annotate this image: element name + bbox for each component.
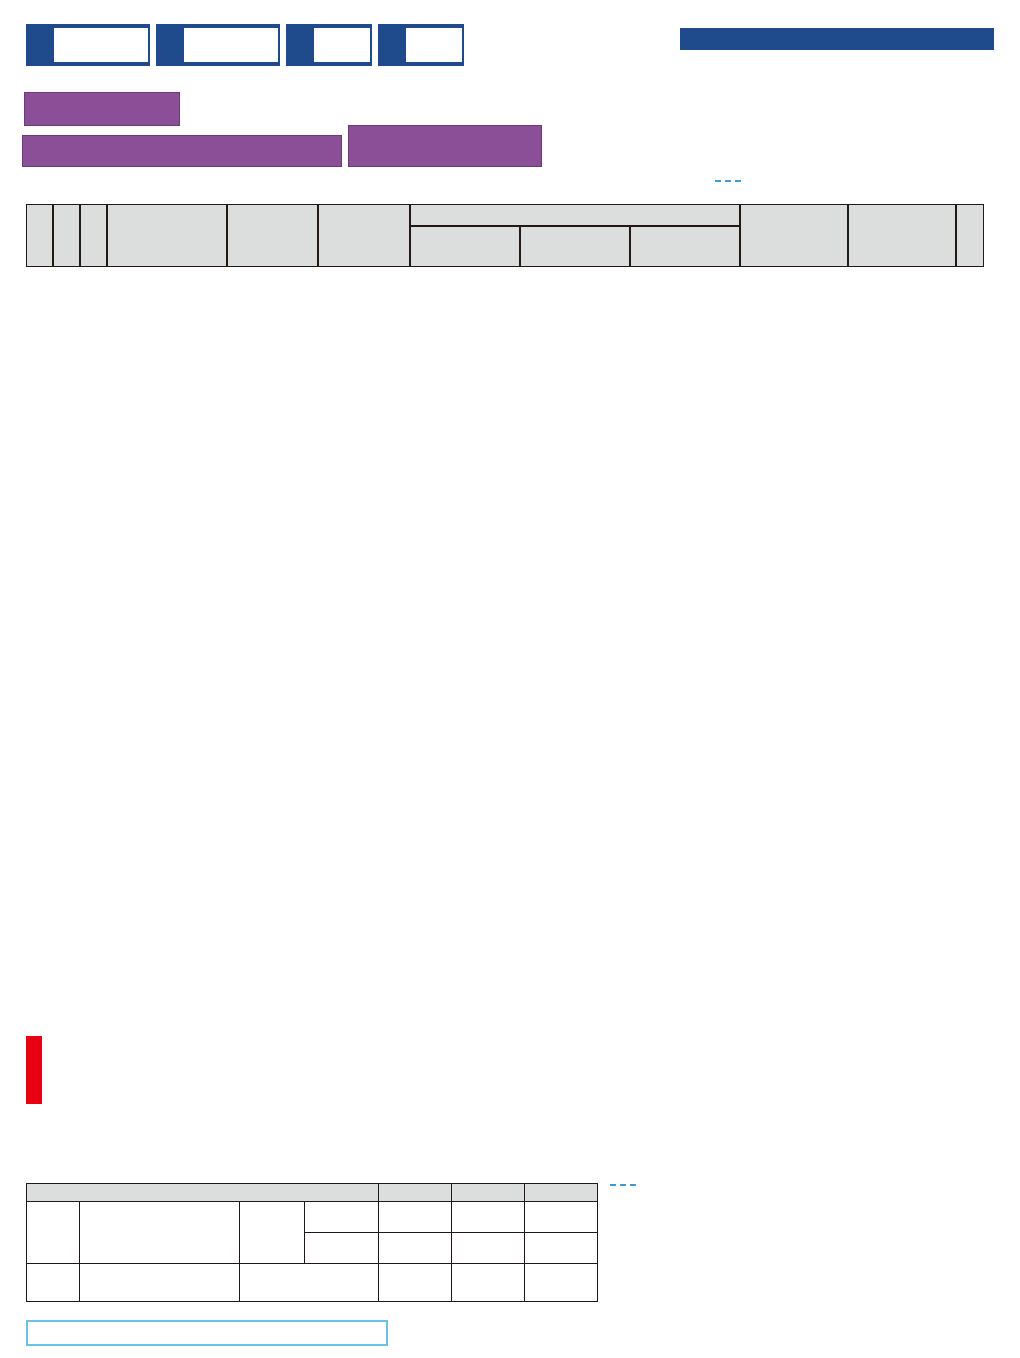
slc-tag bbox=[715, 180, 721, 182]
sub-d50 bbox=[305, 1202, 378, 1233]
header-snow bbox=[26, 204, 53, 267]
header-h18 bbox=[410, 226, 520, 267]
sub-h-h23 bbox=[451, 1184, 524, 1202]
sub-p50-h23 bbox=[451, 1202, 524, 1233]
snow-badge-50 bbox=[378, 24, 464, 66]
snow-badge-30-value bbox=[314, 28, 370, 62]
sub-set3 bbox=[79, 1264, 240, 1302]
header-poly bbox=[410, 204, 740, 226]
made-tag bbox=[735, 180, 741, 182]
sub-snow30 bbox=[27, 1202, 80, 1264]
sub-h-h28 bbox=[524, 1184, 597, 1202]
snow-badge-30 bbox=[286, 24, 372, 66]
sub-basic bbox=[240, 1202, 305, 1264]
order-note bbox=[715, 180, 743, 182]
caution-label bbox=[26, 1036, 42, 1104]
header-name bbox=[227, 204, 318, 267]
wind-badge-50 bbox=[156, 24, 280, 66]
frp-panel bbox=[24, 92, 180, 126]
header-dim bbox=[318, 204, 410, 267]
header-type bbox=[80, 204, 107, 267]
header-figure bbox=[107, 204, 227, 267]
sub-table bbox=[26, 1183, 598, 1302]
sub-set1 bbox=[79, 1202, 240, 1264]
sub-h-h18 bbox=[378, 1184, 451, 1202]
header-h23 bbox=[520, 226, 630, 267]
header-black bbox=[740, 204, 848, 267]
sub-slc-tag bbox=[610, 1184, 616, 1186]
sub-p50-h18 bbox=[378, 1202, 451, 1233]
sub-p3-h18 bbox=[378, 1264, 451, 1302]
wind-badge-30-value bbox=[54, 28, 148, 62]
sub-p57-h28 bbox=[524, 1233, 597, 1264]
option-note bbox=[26, 1320, 388, 1346]
sub-snow50 bbox=[27, 1264, 80, 1302]
sub-p57-h23 bbox=[451, 1233, 524, 1264]
sub-p57-h18 bbox=[378, 1233, 451, 1264]
sub-d57 bbox=[305, 1233, 378, 1264]
sub-p3-h28 bbox=[524, 1264, 597, 1302]
bd-tag bbox=[725, 180, 731, 182]
sub-basic2 bbox=[240, 1264, 378, 1302]
wind-badge-50-value bbox=[184, 28, 278, 62]
discontinue-banner bbox=[680, 28, 994, 50]
header-heat bbox=[848, 204, 956, 267]
wind-badge-30 bbox=[26, 24, 150, 66]
header-count bbox=[53, 204, 80, 267]
header-posts bbox=[956, 204, 984, 267]
snow-badge-50-value bbox=[406, 28, 462, 62]
sub-h-hinmei bbox=[27, 1184, 379, 1202]
sub-bd-tag bbox=[620, 1184, 626, 1186]
sub-made-tag bbox=[630, 1184, 636, 1186]
monos-panel bbox=[348, 125, 542, 167]
sub-p50-h28 bbox=[524, 1202, 597, 1233]
sub-order-note bbox=[610, 1184, 636, 1186]
sub-p3-h23 bbox=[451, 1264, 524, 1302]
alumi-panel bbox=[22, 135, 342, 167]
header-h28 bbox=[630, 226, 740, 267]
